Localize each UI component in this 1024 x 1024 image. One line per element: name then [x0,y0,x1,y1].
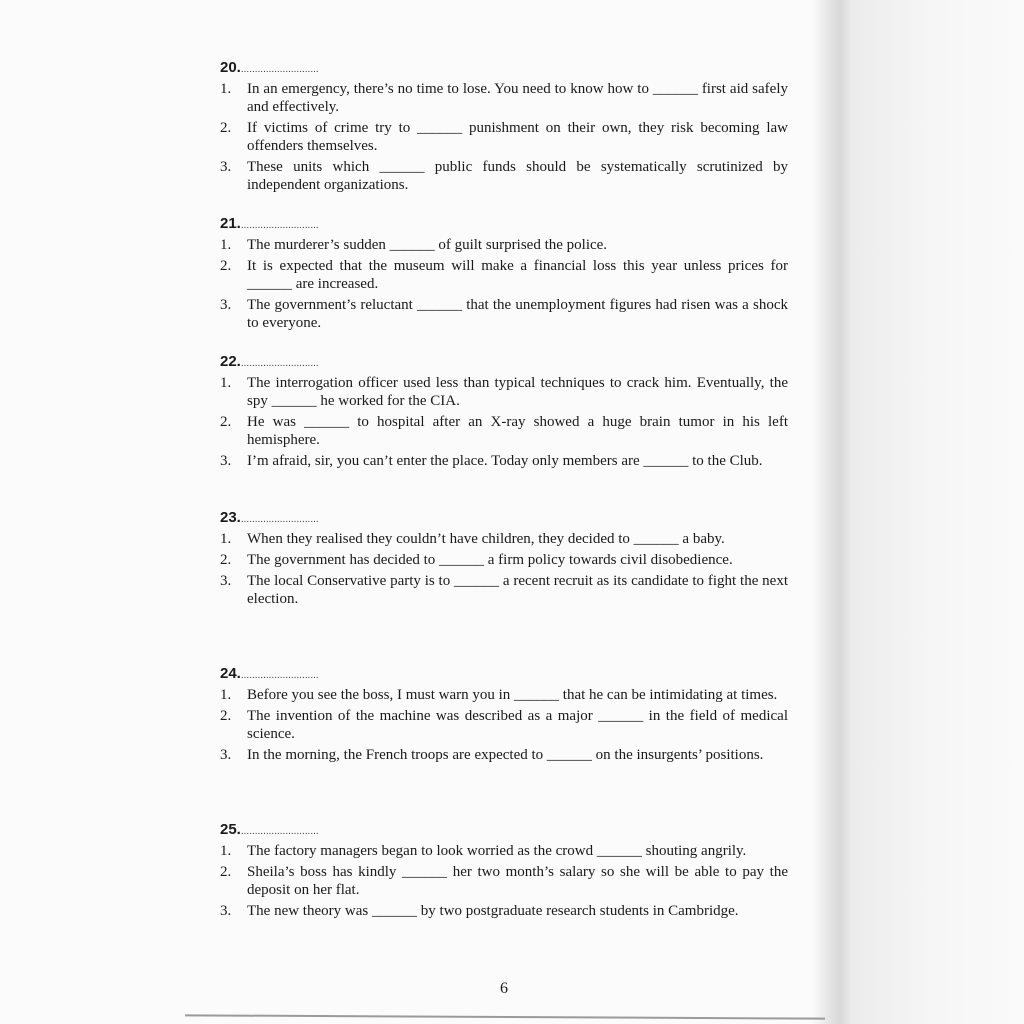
item-sentence: It is expected that the museum will make a financial loss this year unless prices for ______ are increased. [247,258,788,292]
item-sentence: The murderer’s sudden ______ of guilt surprised the police. [247,237,608,253]
section-number: 24. [220,665,241,682]
exercise-section [220,821,788,920]
exercise-item [220,686,788,704]
item-number: 3. [220,573,232,589]
item-sentence: In an emergency, there’s no time to lose. You need to know how to ______ first aid safely and effectively. [247,81,788,115]
item-number: 2. [220,414,232,430]
answer-dots: ............................ [240,220,319,231]
answer-dots: ............................ [240,514,319,525]
item-sentence: Before you see the boss, I must warn you in ______ that he can be intimidating at times. [247,687,778,703]
exercise-item [220,902,788,920]
page-edge-shadow [812,0,1024,1024]
item-sentence: He was ______ to hospital after an X-ray showed a huge brain tumor in his left hemisphere. [247,414,788,448]
exercise-item [220,746,788,764]
item-number: 2. [220,258,232,274]
item-number: 1. [220,375,232,391]
exercise-item [220,413,788,449]
exercise-item [220,842,788,860]
item-number: 2. [220,708,232,724]
exercise-item [220,119,788,155]
exercise-item [220,296,788,332]
exercise-item [220,257,788,293]
item-number: 3. [220,297,232,313]
item-number: 1. [220,531,232,547]
item-number: 1. [220,81,232,97]
exercise-section [220,509,788,608]
exercise-item [220,236,788,254]
item-sentence: These units which ______ public funds should be systematically scrutinized by independent organizations. [247,159,788,193]
exercise-section [220,665,788,764]
section-number: 20. [220,59,241,76]
item-number: 1. [220,687,232,703]
item-sentence: The government’s reluctant ______ that the unemployment figures had risen was a shock to everyone. [247,297,788,331]
section-number: 22. [220,353,241,370]
item-sentence: When they realised they couldn’t have children, they decided to ______ a baby. [247,531,725,547]
exercise-item [220,572,788,608]
section-heading [220,821,788,839]
item-number: 3. [220,159,232,175]
answer-dots: ............................ [240,670,319,681]
exercise-item [220,551,788,569]
item-sentence: The interrogation officer used less than typical techniques to crack him. Eventually, the spy ______ he worked for the CIA. [247,375,788,409]
item-number: 2. [220,552,232,568]
answer-dots: ............................ [240,64,319,75]
item-number: 1. [220,843,232,859]
item-sentence: In the morning, the French troops are expected to ______ on the insurgents’ positions. [247,747,764,763]
exercise-item [220,863,788,899]
exercise-item [220,158,788,194]
page-bottom-edge [185,1014,825,1019]
item-sentence: I’m afraid, sir, you can’t enter the place. Today only members are ______ to the Club. [247,453,763,469]
section-number: 25. [220,821,241,838]
section-heading [220,665,788,683]
exercise-item [220,80,788,116]
answer-dots: ............................ [240,826,319,837]
page-number: 6 [500,980,508,997]
exercise-item [220,374,788,410]
item-number: 1. [220,237,232,253]
exercise-item [220,452,788,470]
item-sentence: The local Conservative party is to ______ a recent recruit as its candidate to fight the next election. [247,573,788,607]
section-number: 23. [220,509,241,526]
item-sentence: The invention of the machine was described as a major ______ in the field of medical science. [247,708,788,742]
item-sentence: The factory managers began to look worried as the crowd ______ shouting angrily. [247,843,747,859]
item-number: 3. [220,747,232,763]
exercise-section [220,353,788,470]
section-heading [220,353,788,371]
item-sentence: The government has decided to ______ a firm policy towards civil disobedience. [247,552,733,568]
answer-dots: ............................ [240,358,319,369]
exercise-item [220,707,788,743]
section-heading [220,215,788,233]
item-number: 3. [220,453,232,469]
exercise-item [220,530,788,548]
item-number: 2. [220,864,232,880]
section-heading [220,59,788,77]
item-number: 3. [220,903,232,919]
item-sentence: If victims of crime try to ______ punishment on their own, they risk becoming law offenders themselves. [247,120,788,154]
item-sentence: Sheila’s boss has kindly ______ her two month’s salary so she will be able to pay the deposit on her flat. [247,864,788,898]
exercise-section [220,215,788,332]
exercise-section [220,59,788,194]
item-sentence: The new theory was ______ by two postgraduate research students in Cambridge. [247,903,739,919]
section-heading [220,509,788,527]
section-number: 21. [220,215,241,232]
item-number: 2. [220,120,232,136]
